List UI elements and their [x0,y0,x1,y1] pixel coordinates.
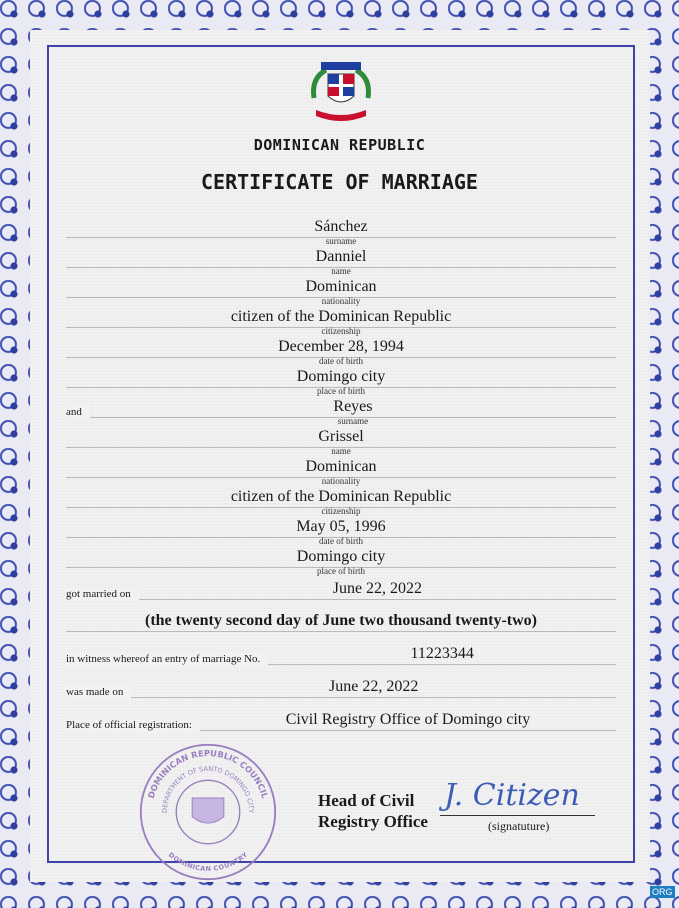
field-row [66,580,616,610]
country-name: DOMINICAN REPUBLIC [253,136,426,154]
field-content [66,218,616,246]
field-row [66,518,616,548]
signatory-title-line2: Registry Office [318,812,428,831]
field-row [66,488,616,518]
field-value: Danniel [315,248,367,265]
field-label: date of birth [319,536,363,546]
field-prefix: in witness whereof an entry of marriage No. [66,653,268,666]
field-prefix: and [66,406,90,419]
field-value: citizen of the Dominican Republic [230,488,452,505]
field-content [66,428,616,456]
field-value: Civil Registry Office of Domingo city [285,711,531,728]
field-row [66,612,616,642]
field-row [66,458,616,488]
field-line [66,599,616,600]
field-content [131,678,616,696]
seal-inner-text: DEPARTMENT OF SANTO DOMINGO CITY [160,764,256,814]
field-row [66,308,616,338]
signatory-title-line1: Head of Civil [318,791,415,810]
field-prefix: Place of official registration: [66,719,200,732]
field-content [66,338,616,366]
field-value: Dominican [305,278,377,295]
field-label: date of birth [319,356,363,366]
field-row [66,398,616,428]
field-content [66,248,616,276]
field-value: June 22, 2022 [332,580,423,597]
field-label: place of birth [317,386,365,396]
official-seal [138,742,278,882]
handwritten-signature: J. Citizen [444,778,580,813]
field-value: Reyes [333,398,373,415]
field-content [66,612,616,630]
field-value: May 05, 1996 [296,518,386,535]
field-value: Sánchez [314,218,368,235]
field-row [66,218,616,248]
field-row [66,278,616,308]
field-row [66,368,616,398]
field-prefix: was made on [66,686,131,699]
field-label: name [331,446,351,456]
seal-outer-text: DOMINICAN REPUBLIC COUNCIL [145,748,271,800]
field-value: June 22, 2022 [329,678,419,695]
field-row [66,248,616,278]
field-label: name [331,266,351,276]
field-content [139,580,616,598]
field-content [66,488,616,516]
certificate-title: CERTIFICATE OF MARRIAGE [201,170,478,194]
coat-of-arms-emblem [306,58,376,128]
field-value: 11223344 [410,645,474,662]
seal-bottom-text: DOMINICAN COUNTRY [166,850,250,873]
field-label: place of birth [317,566,365,576]
field-content [66,458,616,486]
field-row [66,645,616,675]
watermark: ORG [652,887,673,897]
field-line [66,697,616,698]
field-value: Domingo city [296,368,386,385]
field-label: nationality [321,296,361,306]
field-value: Grissel [318,428,364,445]
field-line [66,631,616,632]
field-content [90,398,616,426]
field-content [66,368,616,396]
signature-line [440,815,595,816]
field-row [66,548,616,578]
signatory-title [318,790,428,832]
signature-label: (signatuture) [488,819,550,833]
field-label: citizenship [321,506,361,516]
field-row [66,711,616,741]
field-content [66,518,616,546]
field-value: December 28, 1994 [278,338,404,355]
field-value: citizen of the Dominican Republic [230,308,452,325]
field-row [66,678,616,708]
field-content [66,308,616,336]
field-label: surname [325,236,357,246]
field-row [66,428,616,458]
field-value: Domingo city [296,548,386,565]
field-prefix: got married on [66,588,139,601]
field-value: Dominican [305,458,377,475]
field-content [66,548,616,576]
field-label: nationality [321,476,361,486]
field-content [268,645,616,663]
field-label: citizenship [321,326,361,336]
field-content [200,711,616,729]
field-content [66,278,616,306]
field-label: surname [337,416,369,426]
field-row [66,338,616,368]
field-value: (the twenty second day of June two thousand twenty-two) [145,612,537,629]
